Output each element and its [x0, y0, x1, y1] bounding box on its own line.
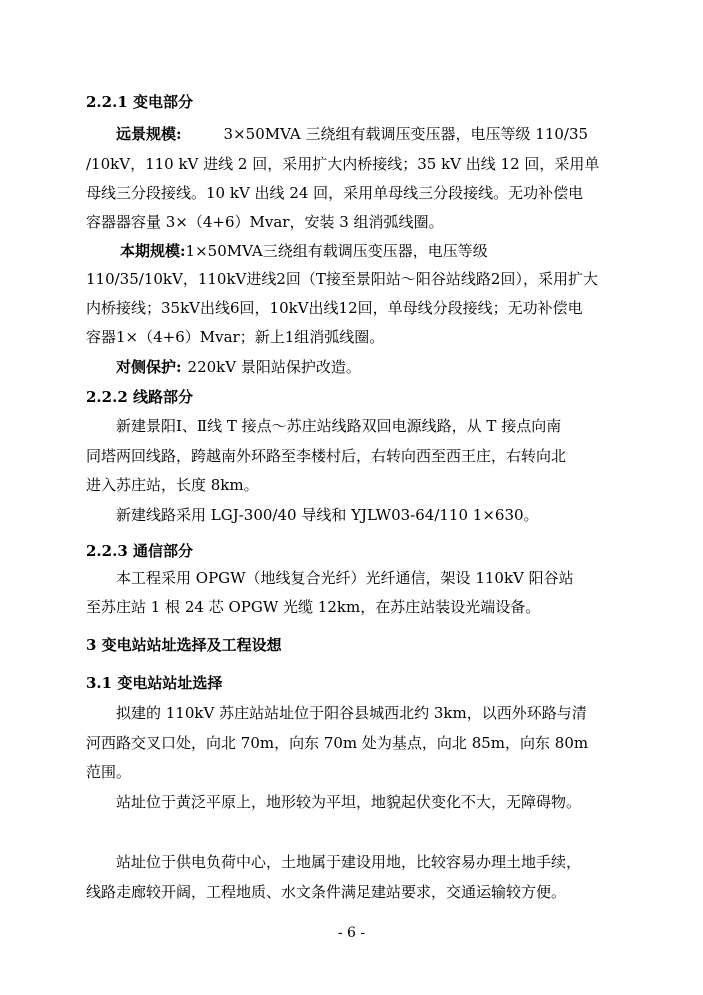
page-number: - 6 -: [337, 925, 366, 941]
site-section-p3-2: 线路走廊较开阔，工程地质、水文条件满足建站要求，交通运输较方便。: [86, 883, 567, 901]
current-scale-line-1: [120, 241, 488, 261]
opposite-protection-text: 220kV 景阳站保护改造。: [187, 358, 361, 376]
line-section-p1-2: 同塔两回线路，跨越南外环路至李楼村后，右转向西至西王庄，右转向北: [86, 447, 567, 465]
comm-section-p1-1: 本工程采用 OPGW（地线复合光纤）光纤通信，架设 110kV 阳谷站: [116, 569, 574, 587]
far-scale-text: 3×50MVA 三绕组有载调压变压器，电压等级 110/35: [223, 125, 589, 143]
heading-3-1: 3.1 变电站站址选择: [86, 674, 223, 692]
far-scale-line-1: [116, 124, 588, 144]
far-scale-line-3: 母线三分段接线。10 kV 出线 24 回，采用单母线三分段接线。无功补偿电: [86, 184, 584, 202]
line-section-p1-3: 进入苏庄站，长度 8km。: [86, 476, 259, 494]
site-section-p1-1: 拟建的 110kV 苏庄站站址位于阳谷县城西北约 3km，以西外环路与清: [116, 704, 587, 722]
heading-2-2-2: 2.2.2 线路部分: [86, 388, 193, 406]
current-scale-line-3: 内桥接线；35kV出线6回，10kV出线12回，单母线分段接线；无功补偿电: [86, 299, 583, 317]
heading-2-2-3: 2.2.3 通信部分: [86, 542, 193, 560]
opposite-protection-line: [116, 357, 361, 377]
opposite-protection-label: 对侧保护:: [116, 358, 182, 376]
current-scale-text: 1×50MVA三绕组有载调压变压器，电压等级: [185, 242, 488, 260]
far-scale-line-4: 容器器容量 3×（4+6）Mvar，安装 3 组消弧线圈。: [86, 213, 444, 231]
line-section-p2: 新建线路采用 LGJ-300/40 导线和 YJLW03-64/110 1×630。: [116, 506, 539, 524]
far-scale-label: 远景规模:: [116, 125, 182, 143]
site-section-p3-1: 站址位于供电负荷中心，土地属于建设用地，比较容易办理土地手续，: [116, 853, 582, 871]
heading-3: 3 变电站站址选择及工程设想: [86, 636, 282, 654]
far-scale-line-2: /10kV，110 kV 进线 2 回，采用扩大内桥接线；35 kV 出线 12 回，采用单: [86, 155, 600, 173]
comm-section-p1-2: 至苏庄站 1 根 24 芯 OPGW 光缆 12km，在苏庄站装设光端设备。: [86, 598, 541, 616]
site-section-p1-2: 河西路交叉口处，向北 70m，向东 70m 处为基点，向北 85m，向东 80m: [86, 734, 589, 752]
current-scale-line-2: 110/35/10kV，110kV进线2回（T接至景阳站～阳谷站线路2回），采用扩大: [86, 270, 598, 288]
current-scale-line-4: 容器1×（4+6）Mvar；新上1组消弧线圈。: [86, 328, 385, 346]
line-section-p1-1: 新建景阳Ⅰ、Ⅱ线 T 接点～苏庄站线路双回电源线路，从 T 接点向南: [116, 417, 562, 435]
heading-2-2-1: 2.2.1 变电部分: [86, 93, 193, 111]
current-scale-label: 本期规模:: [120, 242, 186, 260]
site-section-p2: 站址位于黄泛平原上，地形较为平坦，地貌起伏变化不大，无障碍物。: [116, 793, 582, 811]
site-section-p1-3: 范围。: [86, 763, 132, 781]
